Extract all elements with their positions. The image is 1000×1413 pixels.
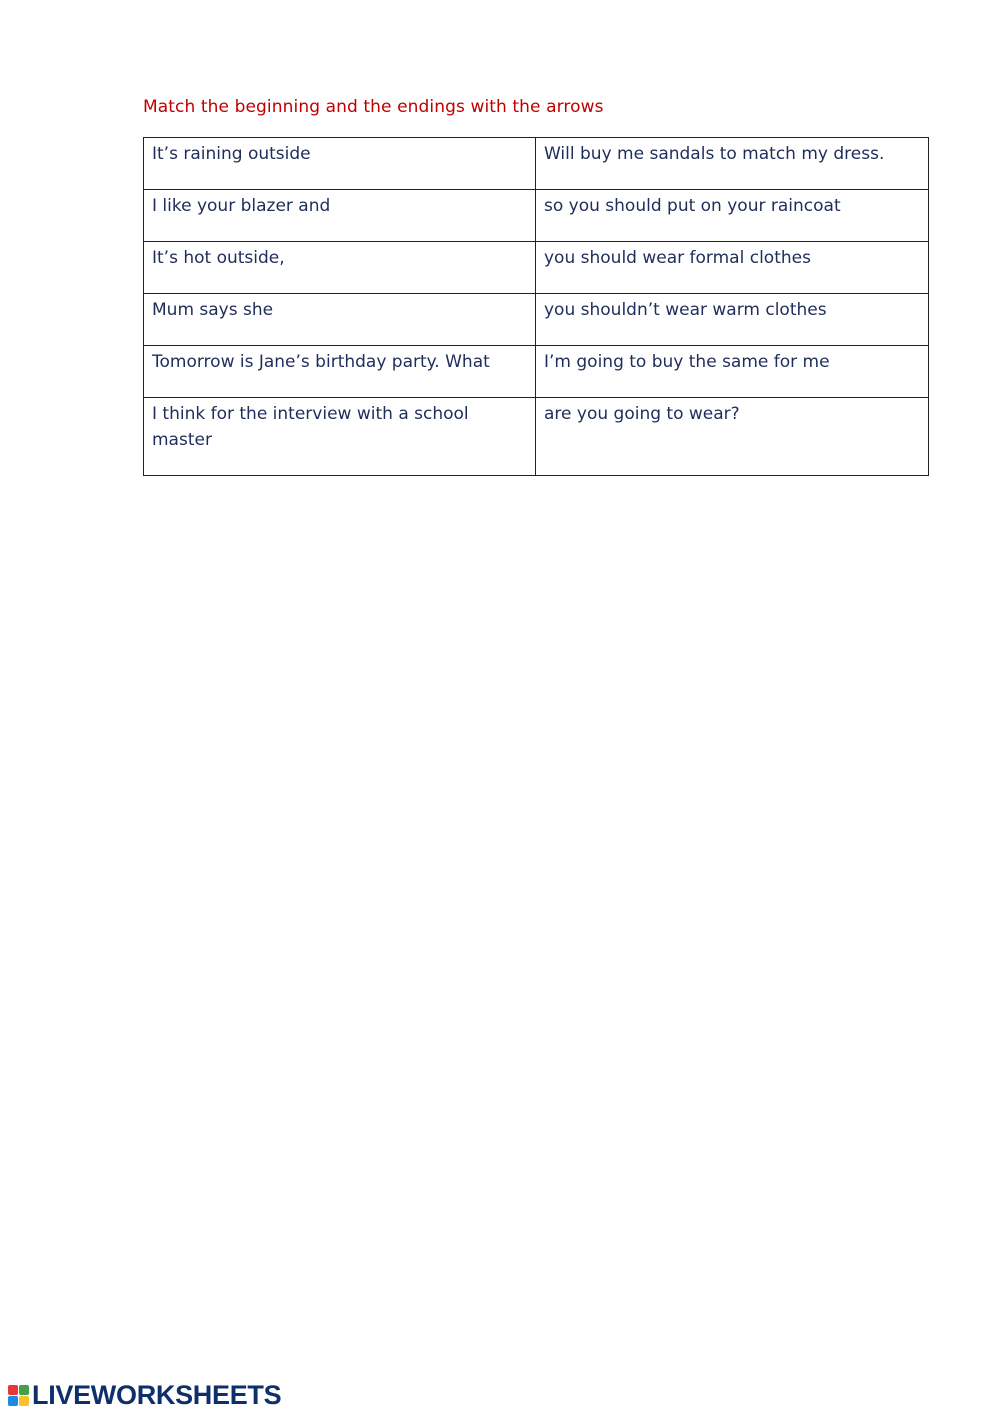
sentence-beginning: Mum says she xyxy=(144,294,536,346)
sentence-ending: you should wear formal clothes xyxy=(536,242,929,294)
sentence-beginning: It’s raining outside xyxy=(144,138,536,190)
table-row xyxy=(144,242,929,294)
sentence-beginning: Tomorrow is Jane’s birthday party. What xyxy=(144,346,536,398)
logo-tile xyxy=(8,1396,18,1406)
table-row xyxy=(144,346,929,398)
sentence-ending: I’m going to buy the same for me xyxy=(536,346,929,398)
liveworksheets-logo-icon xyxy=(8,1385,30,1407)
logo-tile xyxy=(19,1396,29,1406)
sentence-ending: so you should put on your raincoat xyxy=(536,190,929,242)
sentence-beginning: It’s hot outside, xyxy=(144,242,536,294)
table-row xyxy=(144,138,929,190)
table-row xyxy=(144,398,929,476)
sentence-beginning: I think for the interview with a school master xyxy=(144,398,536,476)
logo-tile xyxy=(19,1385,29,1395)
sentence-ending: are you going to wear? xyxy=(536,398,929,476)
sentence-beginning: I like your blazer and xyxy=(144,190,536,242)
table-row xyxy=(144,294,929,346)
matching-table xyxy=(143,137,929,476)
logo-tile xyxy=(8,1385,18,1395)
sentence-ending: Will buy me sandals to match my dress. xyxy=(536,138,929,190)
table-row xyxy=(144,190,929,242)
liveworksheets-brand[interactable] xyxy=(8,1380,281,1411)
brand-name: LIVEWORKSHEETS xyxy=(32,1380,282,1410)
sentence-ending: you shouldn’t wear warm clothes xyxy=(536,294,929,346)
instruction-heading: Match the beginning and the endings with the arrows xyxy=(143,97,604,117)
